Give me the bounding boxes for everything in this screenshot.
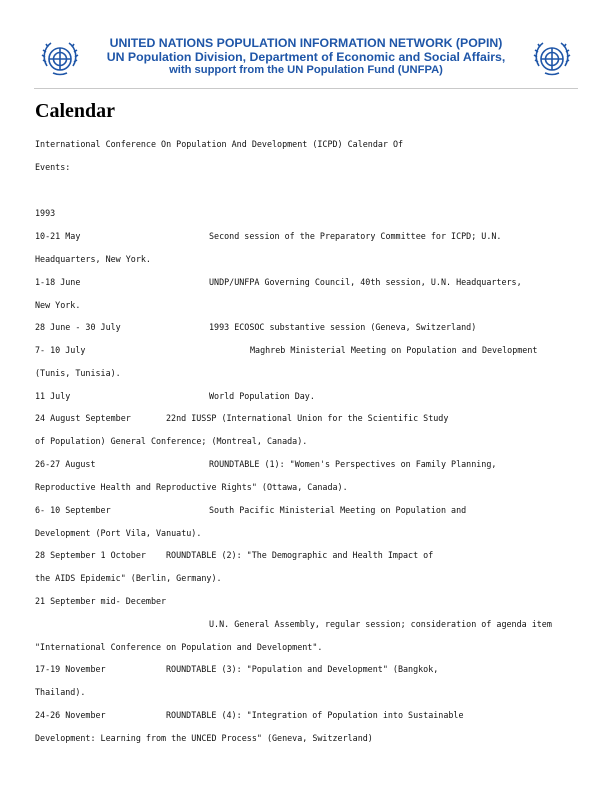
entry-date: 11 July	[35, 391, 71, 401]
entry-description: ROUNDTABLE (2): "The Demographic and Health Impact of	[166, 550, 434, 560]
entry-description: ROUNDTABLE (4): "Integration of Population into Sustainable	[166, 710, 464, 720]
entry-continuation: "International Conference on Population and Development".	[35, 642, 323, 652]
entry-description: World Population Day.	[209, 391, 315, 401]
entry-continuation: Thailand).	[35, 687, 86, 697]
entry-date: 24-26 November	[35, 710, 106, 720]
entry-continuation: of Population) General Conference; (Montreal, Canada).	[35, 436, 308, 446]
entry-continuation: New York.	[35, 300, 81, 310]
entry-description: U.N. General Assembly, regular session; consideration of agenda item	[209, 619, 552, 629]
entry-date: 10-21 May	[35, 231, 81, 241]
entry-date: 21 September mid- December	[35, 596, 167, 606]
entry-continuation: the AIDS Epidemic" (Berlin, Germany).	[35, 573, 222, 583]
intro-line-2: Events:	[35, 162, 71, 172]
entry-date: 7- 10 July	[35, 345, 86, 355]
entry-date: 28 June - 30 July	[35, 322, 121, 332]
header-line-3: with support from the UN Population Fund (UNFPA)	[169, 64, 443, 76]
entry-description: South Pacific Ministerial Meeting on Population and	[209, 505, 467, 515]
entry-description: Second session of the Preparatory Committee for ICPD; U.N.	[209, 231, 502, 241]
entry-description: UNDP/UNFPA Governing Council, 40th session, U.N. Headquarters,	[209, 277, 522, 287]
entry-description: 1993 ECOSOC substantive session (Geneva, Switzerland)	[209, 322, 477, 332]
entry-date: 26-27 August	[35, 459, 96, 469]
header-line-1: UNITED NATIONS POPULATION INFORMATION NETWORK (POPIN)	[109, 36, 503, 50]
entry-date: 28 September 1 October	[35, 550, 146, 560]
entry-description: 22nd IUSSP (International Union for the Scientific Study	[166, 413, 449, 423]
entry-date: 1-18 June	[35, 277, 81, 287]
entry-continuation: Development: Learning from the UNCED Process" (Geneva, Switzerland)	[35, 733, 373, 743]
entry-continuation: Reproductive Health and Reproductive Rights" (Ottawa, Canada).	[35, 482, 348, 492]
page-title: Calendar	[35, 100, 115, 122]
header-line-2: UN Population Division, Department of Economic and Social Affairs,	[106, 49, 506, 64]
entry-description: ROUNDTABLE (3): "Population and Development" (Bangkok,	[166, 664, 439, 674]
entry-date: 17-19 November	[35, 664, 106, 674]
entry-date: 6- 10 September	[35, 505, 111, 515]
entry-continuation: Headquarters, New York.	[35, 254, 151, 264]
entry-continuation: (Tunis, Tunisia).	[35, 368, 121, 378]
year-heading: 1993	[35, 208, 56, 218]
entry-description: ROUNDTABLE (1): "Women's Perspectives on Family Planning,	[209, 459, 497, 469]
entry-continuation: Development (Port Vila, Vanuatu).	[35, 528, 202, 538]
entry-date: 24 August September	[35, 413, 131, 423]
intro-line-1: International Conference On Population And Development (ICPD) Calendar Of	[35, 139, 404, 149]
entry-description: Maghreb Ministerial Meeting on Population and Development	[250, 345, 538, 355]
